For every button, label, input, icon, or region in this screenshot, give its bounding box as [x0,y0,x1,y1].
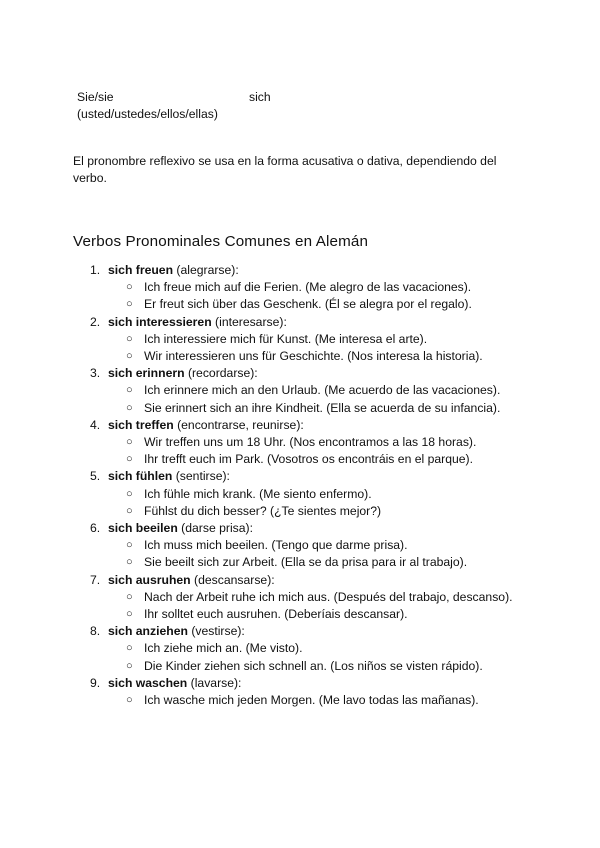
example-item [108,331,543,348]
pronoun-table [77,89,477,123]
verb-item [73,468,543,520]
example-item [108,486,543,503]
verb-infinitive: sich erinnern [108,366,185,381]
verb-item [73,365,543,417]
example-sentence: Die Kinder ziehen sich schnell an. (Los niños se visten rápido). [144,658,483,673]
example-item [108,296,543,313]
hollow-circle-bullet-icon: ○ [126,642,133,655]
example-sentence: Ich freue mich auf die Ferien. (Me alegro de las vacaciones). [144,280,472,295]
verb-number: 2. [90,314,101,329]
verb-infinitive: sich treffen [108,417,174,432]
verb-item [73,572,543,624]
example-item [108,382,543,399]
example-sentence: Ich muss mich beeilen. (Tengo que darme prisa). [144,538,408,553]
verb-number: 6. [90,521,101,536]
hollow-circle-bullet-icon: ○ [126,436,133,449]
verb-line [108,520,543,537]
verb-meaning: (descansarse): [194,572,275,587]
verb-list [73,262,543,709]
example-list [108,692,543,709]
example-sentence: Er freut sich über das Geschenk. (Él se alegra por el regalo). [144,297,472,312]
verb-line [108,262,543,279]
verb-line [108,314,543,331]
verb-infinitive: sich freuen [108,263,174,277]
verb-item [73,675,543,709]
verb-item [73,314,543,366]
example-item [108,348,543,365]
example-sentence: Ich interessiere mich für Kunst. (Me interesa el arte). [144,331,428,346]
verb-infinitive: sich ausruhen [108,572,191,587]
verb-infinitive: sich beeilen [108,521,178,536]
example-sentence: Ich fühle mich krank. (Me siento enfermo). [144,486,372,501]
hollow-circle-bullet-icon: ○ [126,556,133,569]
verb-infinitive: sich interessieren [108,314,212,329]
verb-infinitive: sich waschen [108,675,188,690]
hollow-circle-bullet-icon: ○ [126,298,133,311]
pronoun-detail: (usted/ustedes/ellos/ellas) [77,107,218,122]
example-item [108,692,543,709]
example-item [108,554,543,571]
verb-number: 3. [90,366,101,381]
hollow-circle-bullet-icon: ○ [126,453,133,466]
verb-number: 4. [90,417,101,432]
pronoun-label: Sie/sie [77,90,114,104]
verb-item [73,262,543,314]
reflexive-cell [249,89,271,123]
verb-item [73,417,543,469]
example-sentence: Ich erinnere mich an den Urlaub. (Me acuerdo de las vacaciones). [144,383,501,398]
pronoun-cell [77,89,249,123]
example-sentence: Nach der Arbeit ruhe ich mich aus. (Después del trabajo, descanso). [144,589,513,604]
verb-number: 1. [90,263,101,277]
example-list [108,589,543,623]
hollow-circle-bullet-icon: ○ [126,608,133,621]
verb-meaning: (encontrarse, reunirse): [177,417,304,432]
example-sentence: Fühlst du dich besser? (¿Te sientes mejor?) [144,503,382,518]
example-list [108,640,543,674]
example-item [108,589,543,606]
section-heading: Verbos Pronominales Comunes en Alemán [73,233,369,250]
hollow-circle-bullet-icon: ○ [126,281,133,294]
example-item [108,537,543,554]
hollow-circle-bullet-icon: ○ [126,487,133,500]
example-list [108,434,543,468]
hollow-circle-bullet-icon: ○ [126,539,133,552]
verb-item [73,520,543,572]
verb-meaning: (interesarse): [215,314,287,329]
verb-meaning: (sentirse): [175,469,230,484]
example-list [108,486,543,520]
example-item [108,503,543,520]
example-item [108,451,543,468]
example-list [108,331,543,365]
hollow-circle-bullet-icon: ○ [126,504,133,517]
example-sentence: Ich ziehe mich an. (Me visto). [144,641,303,656]
example-sentence: Ihr trefft euch im Park. (Vosotros os encontráis en el parque). [144,452,473,467]
verb-number: 5. [90,469,101,484]
intro-paragraph: El pronombre reflexivo se usa en la forma acusativa o dativa, dependiendo del verbo. [73,154,497,186]
verb-number: 7. [90,572,101,587]
verb-meaning: (vestirse): [191,624,245,639]
example-item [108,279,543,296]
verb-infinitive: sich fühlen [108,469,173,484]
example-item [108,658,543,675]
verb-infinitive: sich anziehen [108,624,188,639]
verb-meaning: (alegrarse): [176,263,239,277]
verb-number: 8. [90,624,101,639]
reflexive-pronoun: sich [249,90,271,104]
verb-item [73,623,543,675]
verb-line [108,365,543,382]
hollow-circle-bullet-icon: ○ [126,332,133,345]
verb-meaning: (darse prisa): [181,521,253,536]
example-sentence: Ihr solltet euch ausruhen. (Deberíais descansar). [144,607,408,622]
example-sentence: Sie erinnert sich an ihre Kindheit. (Ella se acuerda de su infancia). [144,400,501,415]
verb-line [108,623,543,640]
example-item [108,640,543,657]
verb-number: 9. [90,675,101,690]
verb-line [108,468,543,485]
example-sentence: Wir interessieren uns für Geschichte. (Nos interesa la historia). [144,349,483,364]
pronoun-row [77,89,477,123]
verb-meaning: (lavarse): [190,675,242,690]
example-sentence: Wir treffen uns um 18 Uhr. (Nos encontramos a las 18 horas). [144,435,477,450]
hollow-circle-bullet-icon: ○ [126,659,133,672]
verb-line [108,675,543,692]
hollow-circle-bullet-icon: ○ [126,384,133,397]
hollow-circle-bullet-icon: ○ [126,350,133,363]
example-sentence: Sie beeilt sich zur Arbeit. (Ella se da prisa para ir al trabajo). [144,555,468,570]
verb-meaning: (recordarse): [187,366,258,381]
example-item [108,434,543,451]
example-sentence: Ich wasche mich jeden Morgen. (Me lavo todas las mañanas). [144,693,479,708]
hollow-circle-bullet-icon: ○ [126,694,133,707]
example-list [108,382,543,416]
verb-line [108,572,543,589]
example-item [108,400,543,417]
example-list [108,279,543,313]
example-item [108,606,543,623]
verb-line [108,417,543,434]
hollow-circle-bullet-icon: ○ [126,401,133,414]
example-list [108,537,543,571]
hollow-circle-bullet-icon: ○ [126,590,133,603]
